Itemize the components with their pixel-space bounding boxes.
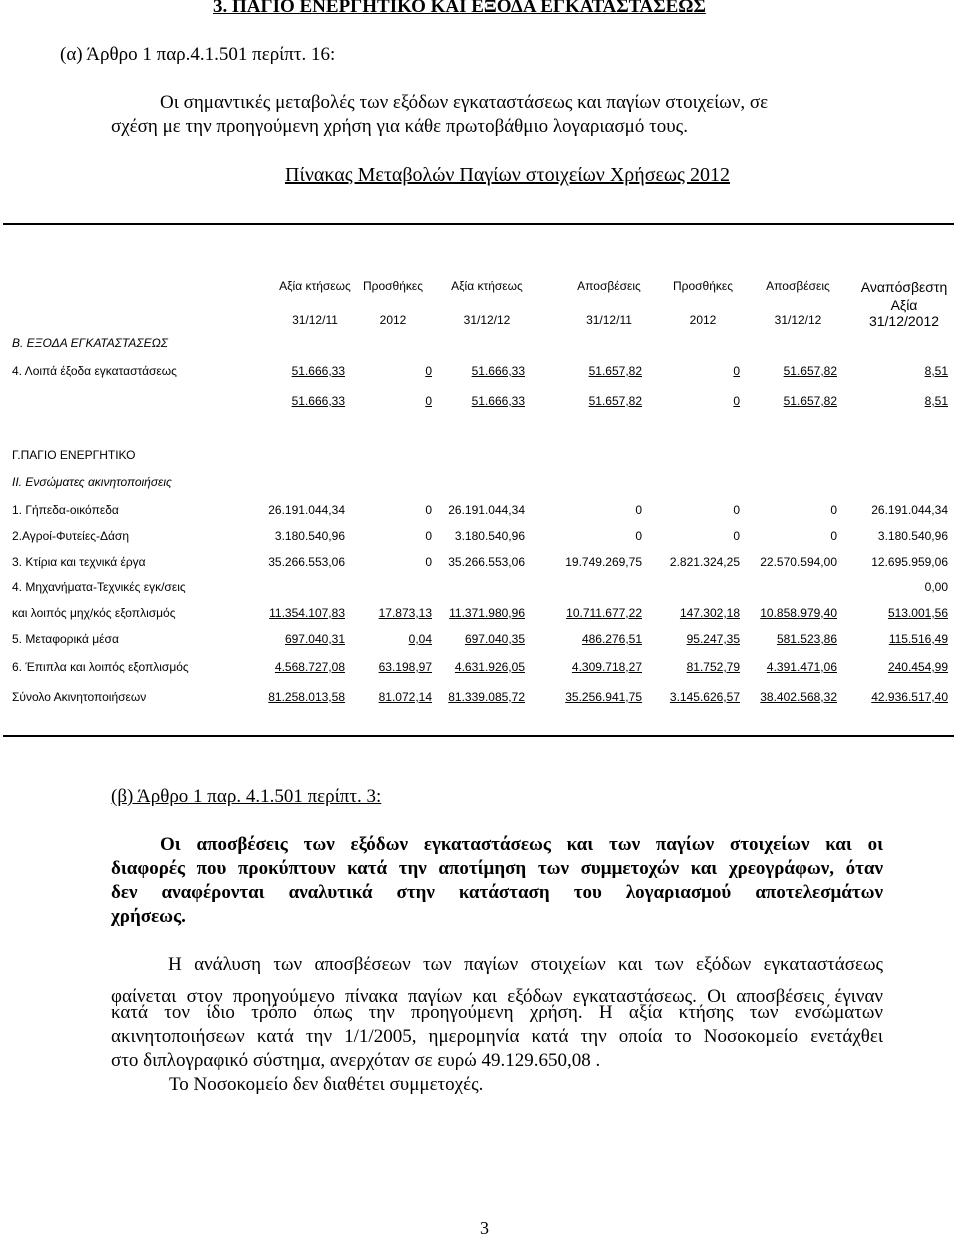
header-7-line3: 31/12/2012 — [868, 313, 940, 329]
article-b-text: (β) Άρθρο 1 παρ. 4.1.501 περίπτ. 3: — [111, 786, 382, 807]
cell-col-2: 0 — [425, 364, 432, 378]
cell-col-3: 4.631.926,05 — [454, 660, 525, 674]
cell-col-7: 12.695.959,06 — [871, 555, 948, 569]
bold-para-line-3: δεν αναφέρονται αναλυτικά στην κατάσταση του λογαριασμού αποτελεσμάτων — [111, 882, 883, 903]
article-a-heading — [60, 44, 335, 66]
cell-col-7: 513.001,56 — [887, 606, 948, 620]
cell-col-2: 63.198,97 — [378, 660, 432, 674]
section-g-label: Γ.ΠΑΓΙΟ ΕΝΕΡΓΗΤΙΚΟ — [12, 448, 136, 462]
row-label: 3. Κτίρια και τεχνικά έργα — [12, 555, 146, 569]
cell-col-3: 11.371.980,96 — [449, 606, 525, 620]
cell-col-4: 51.657,82 — [588, 364, 642, 378]
header-7-line1: Αναπόσβεστη — [860, 279, 948, 295]
section-g-sublabel: ΙΙ. Ενσώματες ακινητοποιήσεις — [12, 475, 172, 489]
cell-col-1: 3.180.540,96 — [274, 529, 345, 543]
header-2-line1: Προσθήκες — [362, 279, 424, 293]
cell-col-6: 0 — [830, 529, 837, 543]
cell-col-7: 8,51 — [924, 364, 948, 378]
bold-para-line-2: διαφορές που προκύπτουν κατά την αποτίμηση των συμμετοχών και χρεογράφων, όταν — [111, 858, 883, 879]
cell-col-2: 0 — [425, 394, 432, 408]
cell-col-1: 697.040,31 — [284, 632, 345, 646]
section-b-label: Β. ΕΞΟΔΑ ΕΓΚΑΤΑΣΤΑΣΕΩΣ — [12, 336, 168, 350]
cell-col-4: 51.657,82 — [588, 394, 642, 408]
cell-col-4: 35.256.941,75 — [565, 690, 642, 704]
bold-para-line-1: Οι αποσβέσεις των εξόδων εγκαταστάσεως και των παγίων στοιχείων και οι — [160, 834, 883, 855]
cell-col-5: 0 — [733, 529, 740, 543]
cell-col-1: 51.666,33 — [291, 364, 345, 378]
table-title-text: Πίνακας Μεταβολών Παγίων στοιχείων Χρήσεως 2012 — [285, 164, 730, 186]
header-4-line1: Αποσβέσεις — [577, 279, 641, 293]
cell-col-7: 8,51 — [924, 394, 948, 408]
para-line-1: Η ανάλυση των αποσβέσεων των παγίων στοιχείων και των εξόδων εγκαταστάσεως — [168, 954, 883, 975]
header-2-line2: 2012 — [379, 313, 407, 327]
cell-col-7: 26.191.044,34 — [871, 503, 948, 517]
row-label: 1. Γήπεδα-οικόπεδα — [12, 503, 119, 517]
row-label: 6. Έπιπλα και λοιπός εξοπλισμός — [12, 660, 189, 674]
header-1-line2: 31/12/11 — [292, 313, 338, 327]
header-6-line1: Αποσβέσεις — [766, 279, 830, 293]
cell-col-7: 3.180.540,96 — [877, 529, 948, 543]
cell-col-5: 147.302,18 — [679, 606, 740, 620]
cell-col-4: 4.309.718,27 — [571, 660, 642, 674]
cell-col-4: 10.711.677,22 — [566, 606, 642, 620]
cell-col-4: 0 — [635, 529, 642, 543]
cell-col-2: 17.873,13 — [378, 606, 432, 620]
cell-col-3: 81.339.085,72 — [448, 690, 525, 704]
cell-col-2: 0 — [425, 529, 432, 543]
cell-col-7: 0,00 — [924, 580, 948, 594]
cell-col-6: 10.858.979,40 — [760, 606, 837, 620]
cell-col-3: 51.666,33 — [471, 394, 525, 408]
row-label: και λοιπός μηχ/κός εξοπλισμός — [12, 606, 176, 620]
cell-col-1: 4.568.727,08 — [274, 660, 345, 674]
cell-col-7: 240.454,99 — [887, 660, 948, 674]
para-line-2: φαίνεται στον προηγούμενο πίνακα παγίων και εξόδων εγκαταστάσεως. Οι αποσβέσεις έγιναν — [111, 986, 883, 1007]
section-title: 3. ΠΑΓΙΟ ΕΝΕΡΓΗΤΙΚΟ ΚΑΙ ΕΞΟΔΑ ΕΓΚΑΤΑΣΤΑΣΕΩΣ — [213, 0, 706, 17]
para-line-4: ακινητοποιήσεων κατά την 1/1/2005, ημερομηνία κατά την οποία το Νοσοκομείο ενετάχθει — [111, 1026, 883, 1047]
cell-col-7: 42.936.517,40 — [871, 690, 948, 704]
cell-col-7: 115.516,49 — [888, 632, 948, 646]
cell-col-6: 4.391.471,06 — [766, 660, 837, 674]
cell-col-4: 0 — [635, 503, 642, 517]
cell-col-2: 0,04 — [408, 632, 432, 646]
cell-col-6: 51.657,82 — [783, 364, 837, 378]
article-b-heading — [111, 786, 381, 808]
header-4-line2: 31/12/11 — [586, 313, 632, 327]
cell-col-5: 2.821.324,25 — [669, 555, 740, 569]
intro-line-2: σχέση με την προηγούμενη χρήση για κάθε πρωτοβάθμιο λογαριασμό τους. — [111, 116, 688, 137]
cell-col-1: 81.258.013,58 — [268, 690, 345, 704]
row-label: 4. Λοιπά έξοδα εγκαταστάσεως — [12, 364, 177, 378]
cell-col-5: 95.247,35 — [686, 632, 740, 646]
header-6-line2: 31/12/12 — [774, 313, 822, 327]
no-shares-line: Το Νοσοκομείο δεν διαθέτει συμμετοχές. — [169, 1074, 484, 1095]
cell-col-1: 51.666,33 — [291, 394, 345, 408]
cell-col-5: 0 — [733, 394, 740, 408]
cell-col-6: 581.523,86 — [776, 632, 837, 646]
cell-col-1: 11.354.107,83 — [269, 606, 345, 620]
cell-col-4: 486.276,51 — [581, 632, 642, 646]
header-3-line2: 31/12/12 — [463, 313, 511, 327]
cell-col-6: 51.657,82 — [783, 394, 837, 408]
row-label: Σύνολο Ακινητοποιήσεων — [12, 690, 147, 704]
article-a-text: (α) Άρθρο 1 παρ.4.1.501 περίπτ. 16: — [60, 44, 336, 65]
cell-col-1: 35.266.553,06 — [268, 555, 345, 569]
cell-col-4: 19.749.269,75 — [565, 555, 642, 569]
page-number: 3 — [480, 1218, 489, 1238]
cell-col-5: 0 — [733, 503, 740, 517]
row-label: 5. Μεταφορικά μέσα — [12, 632, 119, 646]
header-7-line2: Αξία — [890, 297, 918, 313]
header-1-line1: Αξία κτήσεως — [279, 279, 351, 293]
cell-col-2: 0 — [425, 503, 432, 517]
cell-col-5: 81.752,79 — [686, 660, 740, 674]
cell-col-6: 38.402.568,32 — [760, 690, 837, 704]
cell-col-3: 26.191.044,34 — [448, 503, 525, 517]
cell-col-3: 697.040,35 — [464, 632, 525, 646]
cell-col-2: 81.072,14 — [378, 690, 432, 704]
para-line-5: στο διπλογραφικό σύστημα, ανερχόταν σε ευρώ 49.129.650,08 . — [111, 1050, 601, 1071]
cell-col-3: 51.666,33 — [471, 364, 525, 378]
header-3-line1: Αξία κτήσεως — [451, 279, 523, 293]
cell-col-2: 0 — [425, 555, 432, 569]
row-label: 4. Μηχανήματα-Τεχνικές εγκ/σεις — [12, 580, 186, 594]
intro-line-1: Οι σημαντικές μεταβολές των εξόδων εγκαταστάσεως και παγίων στοιχείων, σε — [160, 92, 769, 113]
header-5-line1: Προσθήκες — [672, 279, 734, 293]
cell-col-5: 0 — [733, 364, 740, 378]
para-line-3: κατά τον ίδιο τρόπο όπως την προηγούμενη χρήση. Η αξία κτήσης των ενσώματων — [111, 1002, 883, 1023]
cell-col-3: 35.266.553,06 — [448, 555, 525, 569]
cell-col-6: 22.570.594,00 — [760, 555, 837, 569]
bold-para-line-4: χρήσεως. — [111, 906, 186, 927]
cell-col-5: 3.145.626,57 — [669, 690, 740, 704]
header-5-line2: 2012 — [689, 313, 717, 327]
row-label: 2.Αγροί-Φυτείες-Δάση — [12, 529, 130, 543]
cell-col-3: 3.180.540,96 — [454, 529, 525, 543]
table-title — [285, 164, 730, 187]
cell-col-6: 0 — [830, 503, 837, 517]
cell-col-1: 26.191.044,34 — [268, 503, 345, 517]
